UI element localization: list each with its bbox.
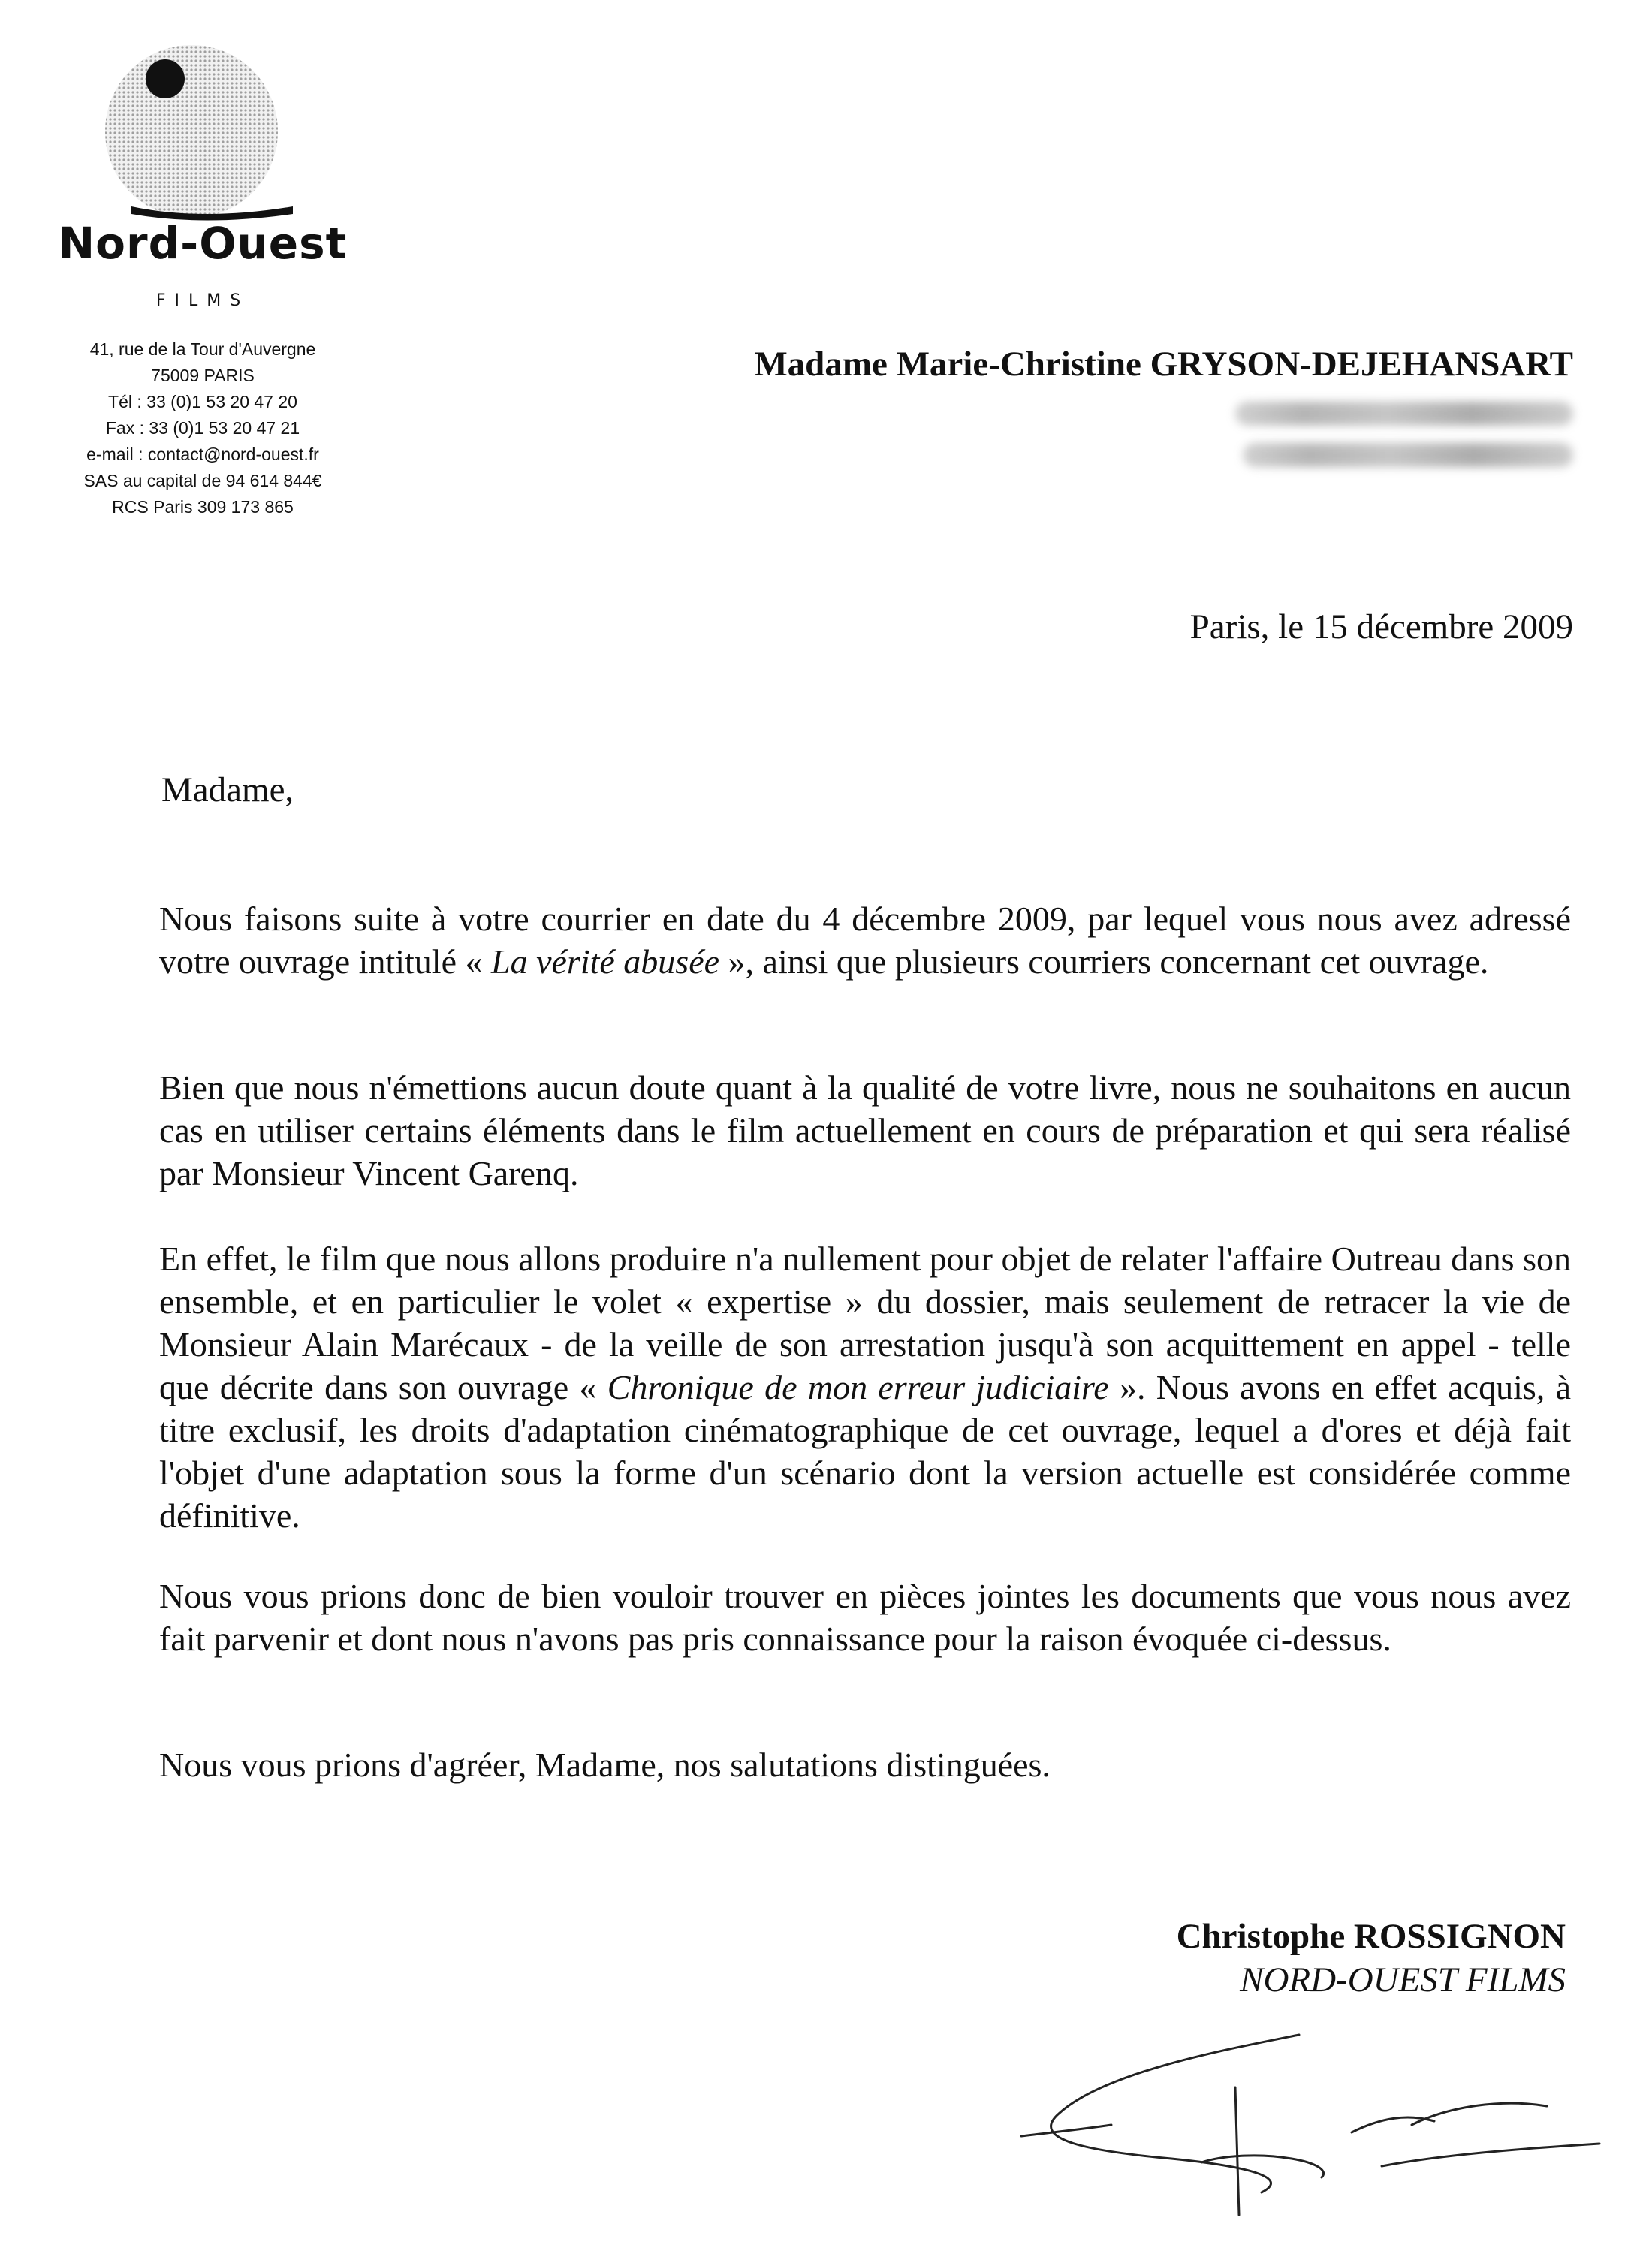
address-line: e-mail : contact@nord-ouest.fr <box>86 444 319 464</box>
redacted-address-line <box>1235 402 1573 426</box>
paragraph-3 <box>159 1237 1571 1537</box>
handwritten-signature-icon <box>976 1952 1622 2237</box>
address-line: RCS Paris 309 173 865 <box>112 497 294 517</box>
address-line: Tél : 33 (0)1 53 20 47 20 <box>108 392 297 411</box>
company-name: Nord-Ouest <box>58 218 348 269</box>
paragraph-1 <box>159 897 1571 983</box>
signatory-company: NORD-OUEST FILMS <box>1240 1960 1566 1999</box>
company-logo-icon <box>90 45 315 229</box>
paragraph-text: En effet, le film que nous allons produire n'a nullement pour objet de relater l'affaire Outreau dans son ensemble, et en particulier le volet « expertise » du dossier, mais seulement de retracer la vie de Monsieur Alain Marécaux - de la veille de son arrestation jusqu'à son acquittement en appel - telle que décrite dans son ouvrage « <box>159 1240 1571 1406</box>
salutation: Madame, <box>161 770 294 809</box>
address-line: SAS au capital de 94 614 844€ <box>83 471 322 490</box>
paragraph-4: Nous vous prions donc de bien vouloir trouver en pièces jointes les documents que vous nous avez fait parvenir et dont nous n'avons pas pris connaissance pour la raison évoquée ci-dessus. <box>159 1577 1571 1658</box>
letter-date: Paris, le 15 décembre 2009 <box>1189 607 1573 646</box>
redacted-address-line <box>1243 443 1573 467</box>
address-line: 41, rue de la Tour d'Auvergne <box>89 339 316 359</box>
address-line: Fax : 33 (0)1 53 20 47 21 <box>105 418 300 438</box>
signatory-name: Christophe ROSSIGNON <box>1176 1917 1566 1956</box>
book-title: La vérité abusée <box>491 942 720 981</box>
address-line: 75009 PARIS <box>151 366 255 385</box>
closing-paragraph: Nous vous prions d'agréer, Madame, nos salutations distinguées. <box>159 1746 1051 1784</box>
recipient-name: Madame Marie-Christine GRYSON-DEJEHANSART <box>754 345 1573 384</box>
company-subtitle: FILMS <box>155 291 250 310</box>
paragraph-text: Nous faisons suite à votre courrier en date du 4 décembre 2009, par lequel vous nous avez adressé votre ouvrage intitulé « <box>159 899 1571 981</box>
book-title: Chronique de mon erreur judiciaire <box>607 1368 1109 1406</box>
company-address <box>23 336 383 520</box>
paragraph-2: Bien que nous n'émettions aucun doute quant à la qualité de votre livre, nous ne souhaitons en aucun cas en utiliser certains éléments dans le film actuellement en cours de préparation et qui sera réalisé par Monsieur Vincent Garenq. <box>159 1068 1571 1192</box>
paragraph-text: », ainsi que plusieurs courriers concernant cet ouvrage. <box>719 942 1489 981</box>
paragraph-text: ». Nous avons en effet acquis, à titre exclusif, les droits d'adaptation cinématographique de cet ouvrage, lequel a d'ores et déjà fait l'objet d'une adaptation sous la forme d'un scénario dont la version actuelle est considérée comme définitive. <box>159 1368 1571 1535</box>
